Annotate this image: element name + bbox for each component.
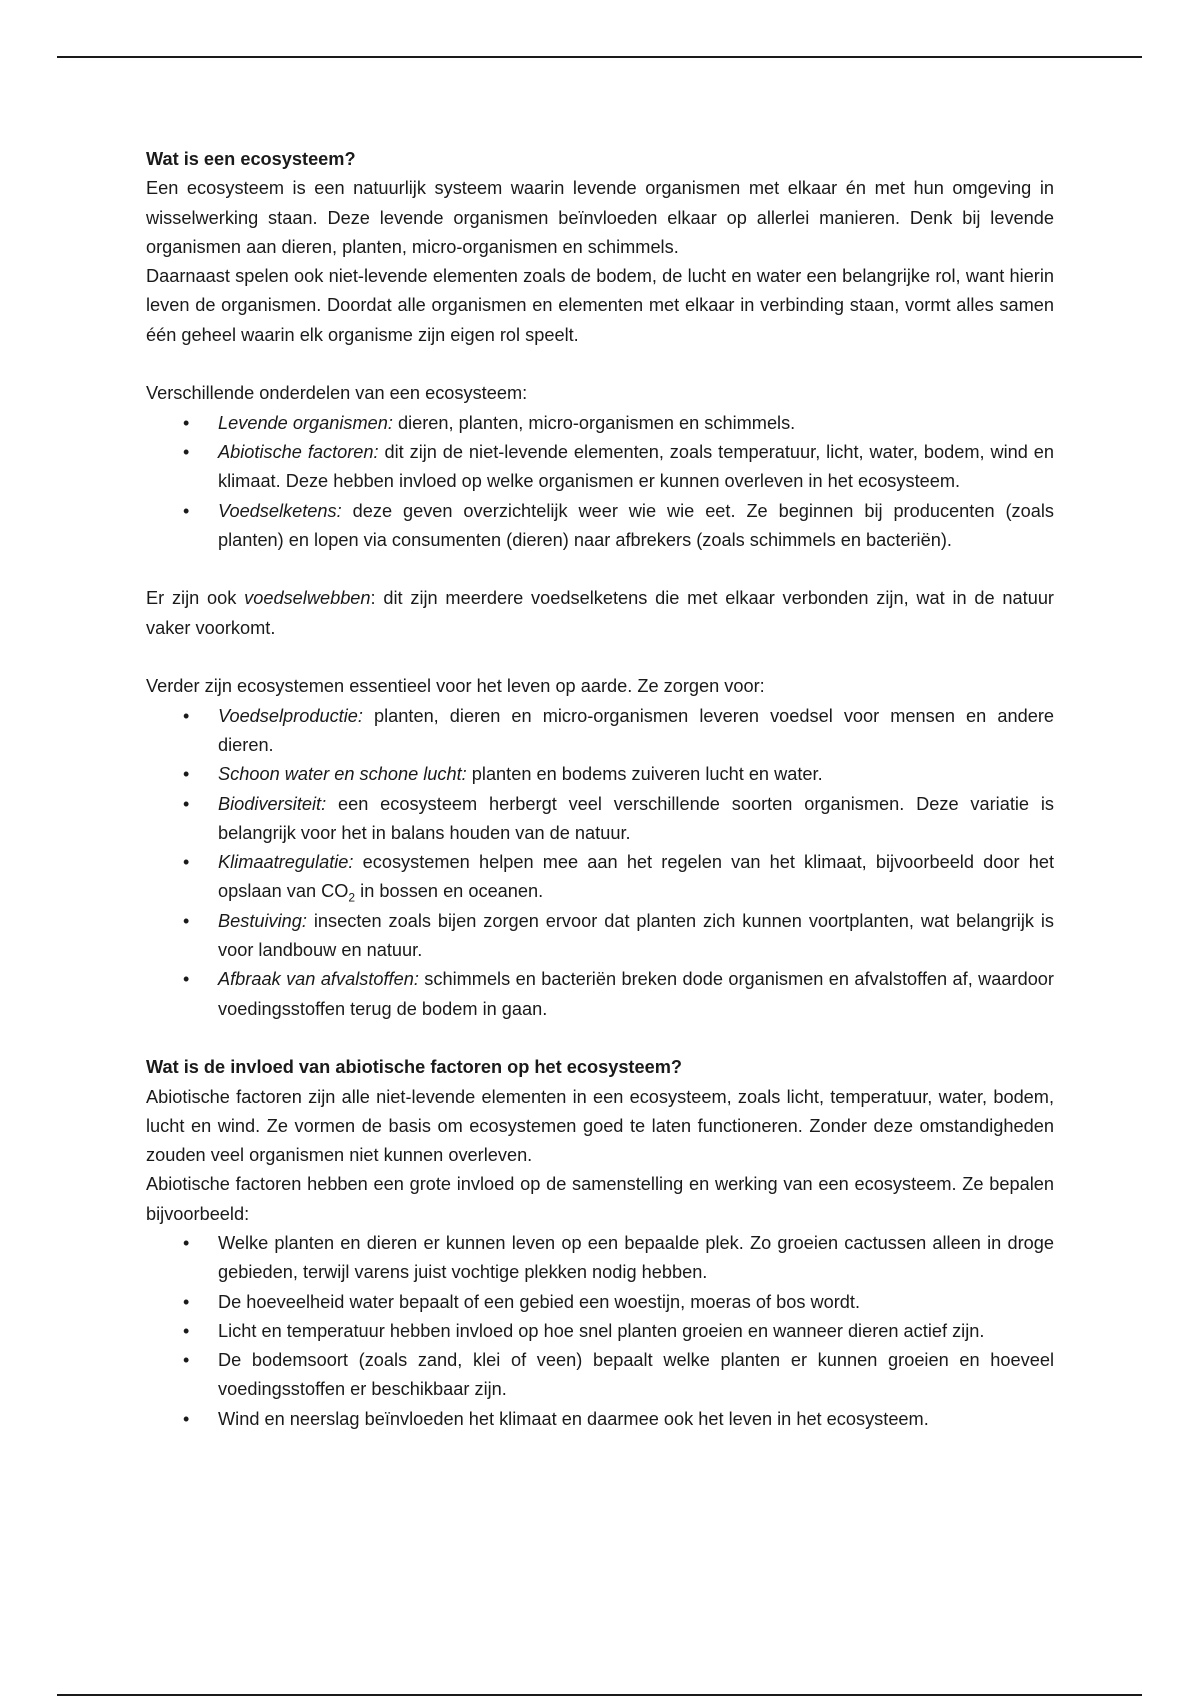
bullet-icon: • <box>183 1408 190 1429</box>
term: Voedselketens: <box>218 500 342 521</box>
term: Schoon water en schone lucht: <box>218 764 467 785</box>
list-item: • Welke planten en dieren er kunnen leven op een bepaalde plek. Zo groeien cactussen alleen in droge gebieden, terwijl varens juist vochtige plekken nodig hebben. <box>218 1229 1054 1288</box>
bullet-icon: • <box>183 1320 190 1341</box>
term: Bestuiving: <box>218 910 307 931</box>
section-heading: Wat is de invloed van abiotische factoren op het ecosysteem? <box>146 1057 682 1078</box>
term: Klimaatregulatie: <box>218 852 354 873</box>
factors-list <box>146 1229 1054 1434</box>
footer-rule <box>57 1694 1142 1696</box>
term: Afbraak van afvalstoffen: <box>218 969 419 990</box>
list-item: • Biodiversiteit: een ecosysteem herbergt veel verschillende soorten organismen. Deze variatie is belangrijk voor het in balans houden van de natuur. <box>218 790 1054 849</box>
bullet-icon: • <box>183 412 190 433</box>
list-item: • Schoon water en schone lucht: planten en bodems zuiveren lucht en water. <box>218 760 1054 789</box>
term: Levende organismen: <box>218 412 393 433</box>
section-heading: Wat is een ecosysteem? <box>146 149 356 169</box>
list-item: • Abiotische factoren: dit zijn de niet-levende elementen, zoals temperatuur, licht, water, bodem, wind en klimaat. Deze hebben invloed op welke organismen er kunnen overleven in het ecosysteem. <box>218 438 1054 497</box>
term: Abiotische factoren: <box>218 441 379 462</box>
bullet-icon: • <box>183 1350 190 1371</box>
bullet-icon: • <box>183 793 190 814</box>
list-item: • Afbraak van afvalstoffen: schimmels en bacteriën breken dode organismen en afvalstoffen af, waardoor voedingsstoffen terug de bodem in gaan. <box>218 965 1054 1024</box>
list-item: • Wind en neerslag beïnvloeden het klimaat en daarmee ook het leven in het ecosysteem. <box>218 1405 1054 1434</box>
term: Biodiversiteit: <box>218 793 327 814</box>
list-item: • De bodemsoort (zoals zand, klei of veen) bepaalt welke planten er kunnen groeien en hoeveel voedingsstoffen er beschikbaar zijn. <box>218 1346 1054 1405</box>
list-item: • Klimaatregulatie: ecosystemen helpen mee aan het regelen van het klimaat, bijvoorbeeld door het opslaan van $CO_2$ in bossen en oceanen. <box>218 848 1054 907</box>
bullet-icon: • <box>183 705 190 726</box>
bullet-icon: • <box>183 764 190 785</box>
bullet-icon: • <box>183 500 190 521</box>
bullet-icon: • <box>183 852 190 873</box>
services-list <box>146 702 1054 1024</box>
paragraph: Daarnaast spelen ook niet-levende elementen zoals de bodem, de lucht en water een belangrijke rol, want hierin leven de organismen. Doordat alle organismen en elementen met elkaar in verbinding staan, vormt alles samen één geheel waarin elk organisme zijn eigen rol speelt. <box>146 266 1054 345</box>
bullet-icon: • <box>183 441 190 462</box>
header-rule <box>57 56 1142 58</box>
paragraph: Er zijn ook voedselwebben: dit zijn meerdere voedselketens die met elkaar verbonden zijn, wat in de natuur vaker voorkomt. <box>146 588 1054 638</box>
list-item: • Levende organismen: dieren, planten, micro-organismen en schimmels. <box>218 409 1054 438</box>
list-item: • Licht en temperatuur hebben invloed op hoe snel planten groeien en wanneer dieren actief zijn. <box>218 1317 1054 1346</box>
term: Voedselproductie: <box>218 705 363 726</box>
bullet-icon: • <box>183 1291 190 1312</box>
bullet-icon: • <box>183 969 190 990</box>
bullet-icon: • <box>183 910 190 931</box>
paragraph: Een ecosysteem is een natuurlijk systeem waarin levende organismen met elkaar én met hun omgeving in wisselwerking staan. Deze levende organismen beïnvloeden elkaar op allerlei manieren. Denk bij levende organismen aan dieren, planten, micro-organismen en schimmels. <box>146 178 1054 257</box>
list-item: • De hoeveelheid water bepaalt of een gebied een woestijn, moeras of bos wordt. <box>218 1288 1054 1317</box>
parts-list <box>146 409 1054 555</box>
bullet-icon: • <box>183 1232 190 1253</box>
list-item: • Voedselketens: deze geven overzichtelijk weer wie wie eet. Ze beginnen bij producenten (zoals planten) en lopen via consumenten (dieren) naar afbrekers (zoals schimmels en bacteriën). <box>218 497 1054 556</box>
list-intro: Verschillende onderdelen van een ecosysteem: <box>146 383 528 404</box>
list-intro: Verder zijn ecosystemen essentieel voor het leven op aarde. Ze zorgen voor: <box>146 676 765 697</box>
list-item: • Bestuiving: insecten zoals bijen zorgen ervoor dat planten zich kunnen voortplanten, wat belangrijk is voor landbouw en natuur. <box>218 907 1054 966</box>
paragraph: Abiotische factoren zijn alle niet-levende elementen in een ecosysteem, zoals licht, temperatuur, water, bodem, lucht en wind. Ze vormen de basis om ecosystemen goed te laten functioneren. Zonder deze omstandigheden zouden veel organismen niet kunnen overleven. <box>146 1086 1054 1166</box>
document-body <box>146 145 1054 1434</box>
list-item: • Voedselproductie: planten, dieren en micro-organismen leveren voedsel voor mensen en andere dieren. <box>218 702 1054 761</box>
paragraph: Abiotische factoren hebben een grote invloed op de samenstelling en werking van een ecosysteem. Ze bepalen bijvoorbeeld: <box>146 1174 1054 1224</box>
